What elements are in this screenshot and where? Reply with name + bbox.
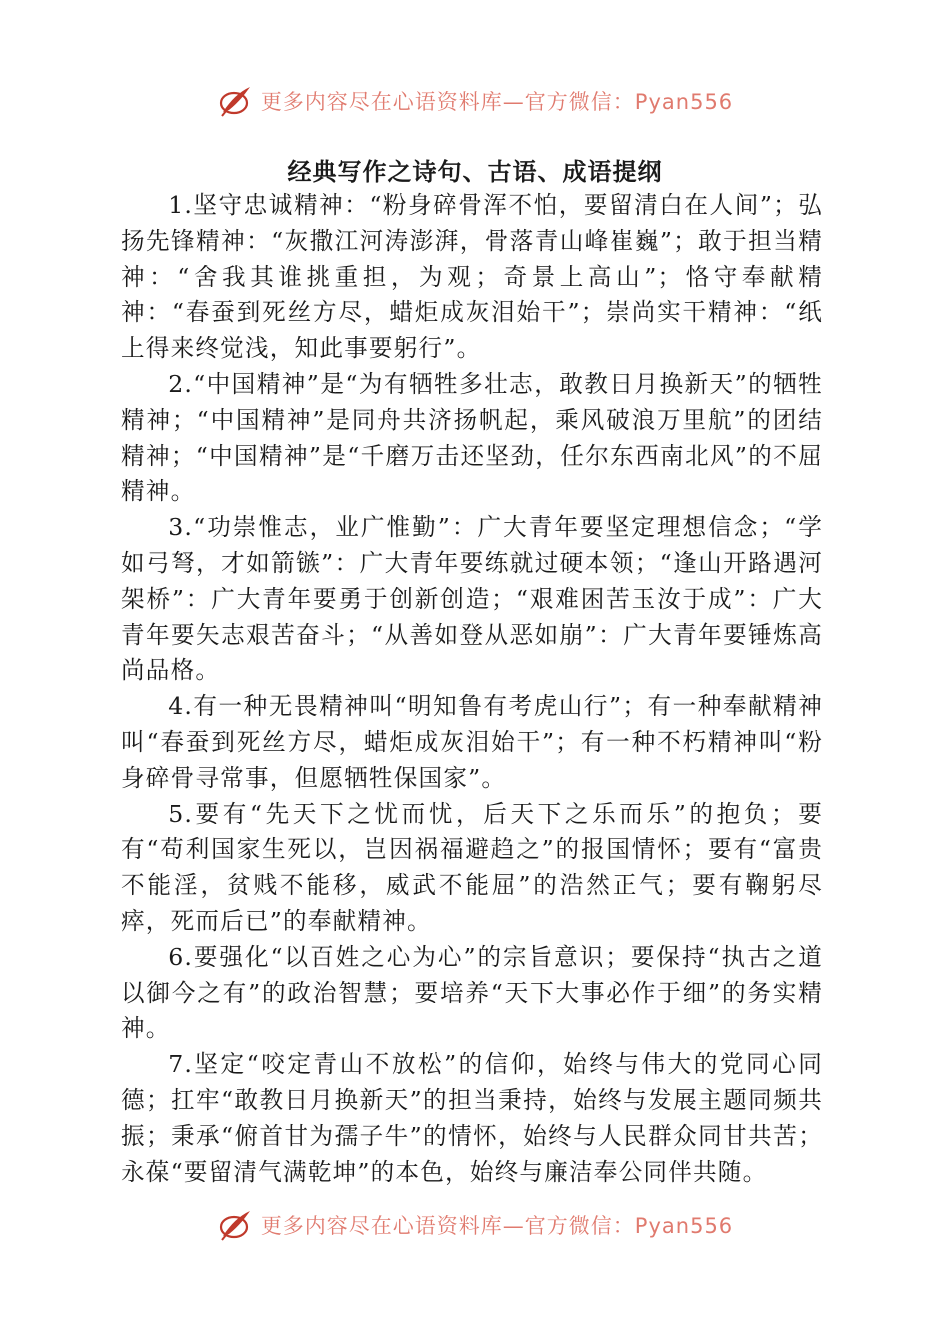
paragraph-2: 2.“中国精神”是“为有牺牲多壮志，敢教日月换新天”的牺牲精神；“中国精神”是同舟共济扬帆起，乘风破浪万里航”的团结精神；“中国精神”是“千磨万击还坚劲，任尔东西南北风”的不屈精神。 (121, 369, 823, 506)
paragraph-3: 3.“功崇惟志，业广惟勤”：广大青年要坚定理想信念；“学如弓弩，才如箭镞”：广大青年要练就过硬本领；“逢山开路遇河架桥”：广大青年要勇于创新创造；“艰难困苦玉汝于成”：广大青年要矢志艰苦奋斗；“从善如登从恶如崩”：广大青年要锤炼高尚品格。 (121, 513, 823, 685)
document-title: 经典写作之诗句、古语、成语提纲 (287, 158, 663, 186)
document-body (121, 188, 823, 1190)
paragraph-7: 7.坚定“咬定青山不放松”的信仰，始终与伟大的党同心同德；扛牢“敢教日月换新天”的担当秉持，始终与发展主题同频共振；秉承“俯首甘为孺子牛”的情怀，始终与人民群众同甘共苦；永葆“要留清气满乾坤”的本色，始终与廉洁奉公同伴共随。 (121, 1050, 823, 1186)
paragraph-6: 6.要强化“以百姓之心为心”的宗旨意识；要保持“执古之道以御今之有”的政治智慧；要培养“天下大事必作于细”的务实精神。 (121, 942, 823, 1043)
watermark-text: 更多内容尽在心语资料库—官方微信：Pyan556 (260, 1214, 734, 1238)
paragraph-5: 5.要有“先天下之忧而忧，后天下之乐而乐”的抱负；要有“苟利国家生死以，岂因祸福避趋之”的报国情怀；要有“富贵不能淫，贫贱不能移，威武不能屈”的浩然正气；要有鞠躬尽瘁，死而后已”的奉献精神。 (121, 799, 823, 935)
paragraph-1: 1.坚守忠诚精神：“粉身碎骨浑不怕，要留清白在人间”；弘扬先锋精神：“灰撒江河涛澎湃，骨落青山峰崔巍”；敢于担当精神：“舍我其谁挑重担，为观；奇景上高山”；恪守奉献精神：“春蚕到死丝方尽，蜡炬成灰泪始干”；崇尚实干精神：“纸上得来终觉浅，知此事要躬行”。 (121, 191, 823, 363)
quill-logo-icon (217, 1208, 253, 1242)
footer-watermark (0, 1208, 950, 1242)
watermark-text: 更多内容尽在心语资料库—官方微信：Pyan556 (260, 90, 734, 114)
header-watermark (0, 84, 950, 118)
paragraph-4: 4.有一种无畏精神叫“明知鲁有考虎山行”；有一种奉献精神叫“春蚕到死丝方尽，蜡炬成灰泪始干”；有一种不朽精神叫“粉身碎骨寻常事，但愿牺牲保国家”。 (121, 692, 823, 792)
quill-logo-icon (217, 84, 253, 118)
